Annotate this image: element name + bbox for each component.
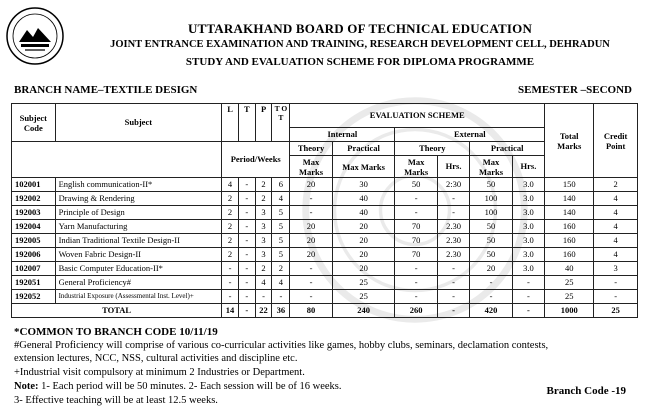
branch-name: BRANCH NAME–TEXTILE DESIGN: [14, 84, 198, 96]
cell-int-th: 20: [290, 220, 332, 234]
col-p: P: [255, 104, 272, 142]
cell-t: -: [238, 220, 255, 234]
cell-int-pr: 25: [332, 276, 395, 290]
cell-ext-th: 70: [395, 234, 437, 248]
cell-ext-th-hrs: 2.30: [437, 234, 469, 248]
cell-int-pr: 20: [332, 220, 395, 234]
total-row: [12, 304, 638, 318]
col-external-theory: Theory: [395, 142, 470, 156]
cell-ext-th: -: [395, 262, 437, 276]
cell-subject: Industrial Exposure (Assessmental Inst. Level)+: [55, 290, 222, 304]
cell-ext-pr-hrs: 3.0: [512, 220, 544, 234]
col-int-th-max: Max Marks: [290, 156, 332, 178]
cell-int-pr: 20: [332, 248, 395, 262]
col-internal: Internal: [290, 128, 395, 142]
total-credit: 25: [594, 304, 638, 318]
cell-ext-pr: 50: [470, 178, 512, 192]
cell-total: 160: [545, 220, 594, 234]
total-ext-th-hrs: -: [437, 304, 469, 318]
cell-code: 192002: [12, 192, 56, 206]
cell-p: -: [255, 290, 272, 304]
cell-code: 192004: [12, 220, 56, 234]
cell-tot: 5: [272, 234, 290, 248]
evaluation-scheme-table: [11, 103, 638, 318]
cell-p: 2: [255, 262, 272, 276]
cell-ext-pr-hrs: 3.0: [512, 234, 544, 248]
cell-tot: 6: [272, 178, 290, 192]
cell-credit: 2: [594, 178, 638, 192]
col-tot: T O T: [272, 104, 290, 142]
col-total-marks: Total Marks: [545, 104, 594, 178]
cell-ext-pr-hrs: 3.0: [512, 248, 544, 262]
header-row-1: [12, 104, 638, 128]
cell-code: 192005: [12, 234, 56, 248]
cell-ext-th: 70: [395, 220, 437, 234]
cell-t: -: [238, 262, 255, 276]
cell-ext-th-hrs: 2:30: [437, 178, 469, 192]
cell-int-pr: 30: [332, 178, 395, 192]
cell-subject: Basic Computer Education-II*: [55, 262, 222, 276]
total-l: 14: [222, 304, 239, 318]
table-row: [12, 178, 638, 192]
cell-l: 2: [222, 248, 239, 262]
cell-ext-th: -: [395, 192, 437, 206]
cell-l: 2: [222, 234, 239, 248]
total-total: 1000: [545, 304, 594, 318]
total-label: TOTAL: [12, 304, 222, 318]
cell-tot: 5: [272, 220, 290, 234]
cell-int-th: -: [290, 290, 332, 304]
cell-ext-th: -: [395, 290, 437, 304]
cell-subject: Woven Fabric Design-II: [55, 248, 222, 262]
cell-int-pr: 40: [332, 192, 395, 206]
table-row: [12, 290, 638, 304]
cell-code: 192052: [12, 290, 56, 304]
col-evaluation-scheme: EVALUATION SCHEME: [290, 104, 545, 128]
col-credit-point: Credit Point: [594, 104, 638, 178]
table-row: [12, 206, 638, 220]
cell-ext-th-hrs: -: [437, 262, 469, 276]
cell-subtitle: JOINT ENTRANCE EXAMINATION AND TRAINING, RESEARCH DEVELOPMENT CELL, DEHRADUN: [110, 39, 610, 50]
cell-credit: 4: [594, 192, 638, 206]
cell-tot: 5: [272, 206, 290, 220]
cell-ext-th: -: [395, 276, 437, 290]
cell-int-th: 20: [290, 248, 332, 262]
total-ext-pr: 420: [470, 304, 512, 318]
scheme-title: STUDY AND EVALUATION SCHEME FOR DIPLOMA PROGRAMME: [185, 56, 535, 68]
cell-code: 192003: [12, 206, 56, 220]
cell-subject: Yarn Manufacturing: [55, 220, 222, 234]
cell-total: 140: [545, 192, 594, 206]
cell-code: 102001: [12, 178, 56, 192]
cell-l: 2: [222, 206, 239, 220]
cell-int-pr: 40: [332, 206, 395, 220]
cell-total: 40: [545, 262, 594, 276]
cell-l: 4: [222, 178, 239, 192]
cell-ext-th-hrs: -: [437, 290, 469, 304]
total-int-pr: 240: [332, 304, 395, 318]
header-row-4: [12, 156, 638, 178]
col-subject: Subject: [55, 104, 222, 142]
cell-ext-pr-hrs: -: [512, 276, 544, 290]
table-row: [12, 220, 638, 234]
col-ext-pr-hrs: Hrs.: [512, 156, 544, 178]
cell-ext-pr: 100: [470, 206, 512, 220]
cell-l: 2: [222, 220, 239, 234]
cell-tot: 2: [272, 262, 290, 276]
common-branch-note: *COMMON TO BRANCH CODE 10/11/19: [14, 326, 218, 338]
table-row: [12, 248, 638, 262]
note-general-proficiency: #General Proficiency will comprise of various co-curricular activities like games, hobby clubs, seminars, declamation contests,: [14, 340, 549, 351]
cell-p: 2: [255, 192, 272, 206]
cell-int-pr: 20: [332, 234, 395, 248]
cell-t: -: [238, 178, 255, 192]
cell-tot: 4: [272, 276, 290, 290]
header-row-3: [12, 142, 638, 156]
cell-l: -: [222, 290, 239, 304]
cell-ext-th-hrs: 2.30: [437, 220, 469, 234]
col-subject-code: Subject Code: [12, 104, 56, 142]
cell-ext-th-hrs: -: [437, 206, 469, 220]
cell-total: 160: [545, 234, 594, 248]
table-row: [12, 192, 638, 206]
cell-credit: 4: [594, 248, 638, 262]
cell-ext-pr: -: [470, 290, 512, 304]
branch-code: Branch Code -19: [546, 385, 626, 397]
total-tot: 36: [272, 304, 290, 318]
cell-int-th: 20: [290, 178, 332, 192]
cell-p: 4: [255, 276, 272, 290]
cell-t: -: [238, 290, 255, 304]
col-int-pr-max: Max Marks: [332, 156, 395, 178]
cell-ext-th: -: [395, 206, 437, 220]
col-external: External: [395, 128, 545, 142]
col-external-practical: Practical: [470, 142, 545, 156]
cell-ext-th: 70: [395, 248, 437, 262]
cell-int-pr: 25: [332, 290, 395, 304]
cell-total: 25: [545, 290, 594, 304]
cell-ext-pr-hrs: -: [512, 290, 544, 304]
cell-code: 192051: [12, 276, 56, 290]
col-ext-pr-max: Max Marks: [470, 156, 512, 178]
cell-int-th: -: [290, 276, 332, 290]
total-ext-pr-hrs: -: [512, 304, 544, 318]
cell-total: 140: [545, 206, 594, 220]
cell-subject: General Proficiency#: [55, 276, 222, 290]
cell-total: 160: [545, 248, 594, 262]
cell-credit: 4: [594, 234, 638, 248]
cell-ext-pr: 50: [470, 220, 512, 234]
cell-subject: Drawing & Rendering: [55, 192, 222, 206]
cell-tot: 4: [272, 192, 290, 206]
cell-ext-pr-hrs: 3.0: [512, 178, 544, 192]
cell-p: 2: [255, 178, 272, 192]
table-row: [12, 234, 638, 248]
col-period-weeks: Period/Weeks: [222, 142, 290, 178]
cell-credit: 4: [594, 206, 638, 220]
col-ext-th-hrs: Hrs.: [437, 156, 469, 178]
cell-credit: -: [594, 276, 638, 290]
cell-ext-pr-hrs: 3.0: [512, 262, 544, 276]
total-ext-th: 260: [395, 304, 437, 318]
cell-int-th: -: [290, 192, 332, 206]
cell-l: -: [222, 262, 239, 276]
col-internal-practical: Practical: [332, 142, 395, 156]
cell-ext-pr: 50: [470, 234, 512, 248]
cell-total: 150: [545, 178, 594, 192]
cell-t: -: [238, 248, 255, 262]
cell-subject: Indian Traditional Textile Design-II: [55, 234, 222, 248]
note-periods-text: 1- Each period will be 50 minutes. 2- Each session will be of 16 weeks.: [38, 381, 342, 392]
cell-ext-th-hrs: -: [437, 276, 469, 290]
cell-int-th: -: [290, 206, 332, 220]
cell-ext-th-hrs: 2.30: [437, 248, 469, 262]
cell-p: 3: [255, 206, 272, 220]
total-int-th: 80: [290, 304, 332, 318]
cell-subject: Principle of Design: [55, 206, 222, 220]
col-ext-th-max: Max Marks: [395, 156, 437, 178]
cell-tot: -: [272, 290, 290, 304]
table-row: [12, 262, 638, 276]
note-general-proficiency-2: extension lectures, NCC, NSS, cultural activities and discipline etc.: [14, 353, 298, 364]
cell-subject: English communication-II*: [55, 178, 222, 192]
cell-ext-pr-hrs: 3.0: [512, 192, 544, 206]
cell-ext-th-hrs: -: [437, 192, 469, 206]
board-title: UTTARAKHAND BOARD OF TECHNICAL EDUCATION: [187, 21, 533, 36]
cell-credit: 4: [594, 220, 638, 234]
cell-p: 3: [255, 248, 272, 262]
cell-code: 102007: [12, 262, 56, 276]
note-periods: [14, 381, 341, 392]
cell-ext-pr: 100: [470, 192, 512, 206]
cell-ext-pr: 50: [470, 248, 512, 262]
cell-t: -: [238, 234, 255, 248]
semester-label: SEMESTER –SECOND: [517, 84, 632, 96]
cell-l: 2: [222, 192, 239, 206]
cell-t: -: [238, 206, 255, 220]
col-t: T: [238, 104, 255, 142]
cell-ext-pr-hrs: 3.0: [512, 206, 544, 220]
cell-t: -: [238, 192, 255, 206]
table-row: [12, 276, 638, 290]
board-logo: [5, 6, 65, 66]
note-industrial-visit: +Industrial visit compulsory at minimum 2 Industries or Department.: [14, 367, 305, 378]
cell-int-th: 20: [290, 234, 332, 248]
cell-ext-th: 50: [395, 178, 437, 192]
total-t: -: [238, 304, 255, 318]
cell-p: 3: [255, 234, 272, 248]
cell-credit: 3: [594, 262, 638, 276]
cell-int-pr: 20: [332, 262, 395, 276]
cell-int-th: -: [290, 262, 332, 276]
cell-credit: -: [594, 290, 638, 304]
total-p: 22: [255, 304, 272, 318]
note-effective-teaching: 3- Effective teaching will be at least 12.5 weeks.: [14, 395, 218, 406]
col-l: L: [222, 104, 239, 142]
note-label: Note:: [14, 381, 39, 392]
cell-total: 25: [545, 276, 594, 290]
cell-p: 3: [255, 220, 272, 234]
cell-l: -: [222, 276, 239, 290]
cell-code: 192006: [12, 248, 56, 262]
cell-ext-pr: -: [470, 276, 512, 290]
cell-ext-pr: 20: [470, 262, 512, 276]
cell-tot: 5: [272, 248, 290, 262]
cell-t: -: [238, 276, 255, 290]
col-internal-theory: Theory: [290, 142, 332, 156]
